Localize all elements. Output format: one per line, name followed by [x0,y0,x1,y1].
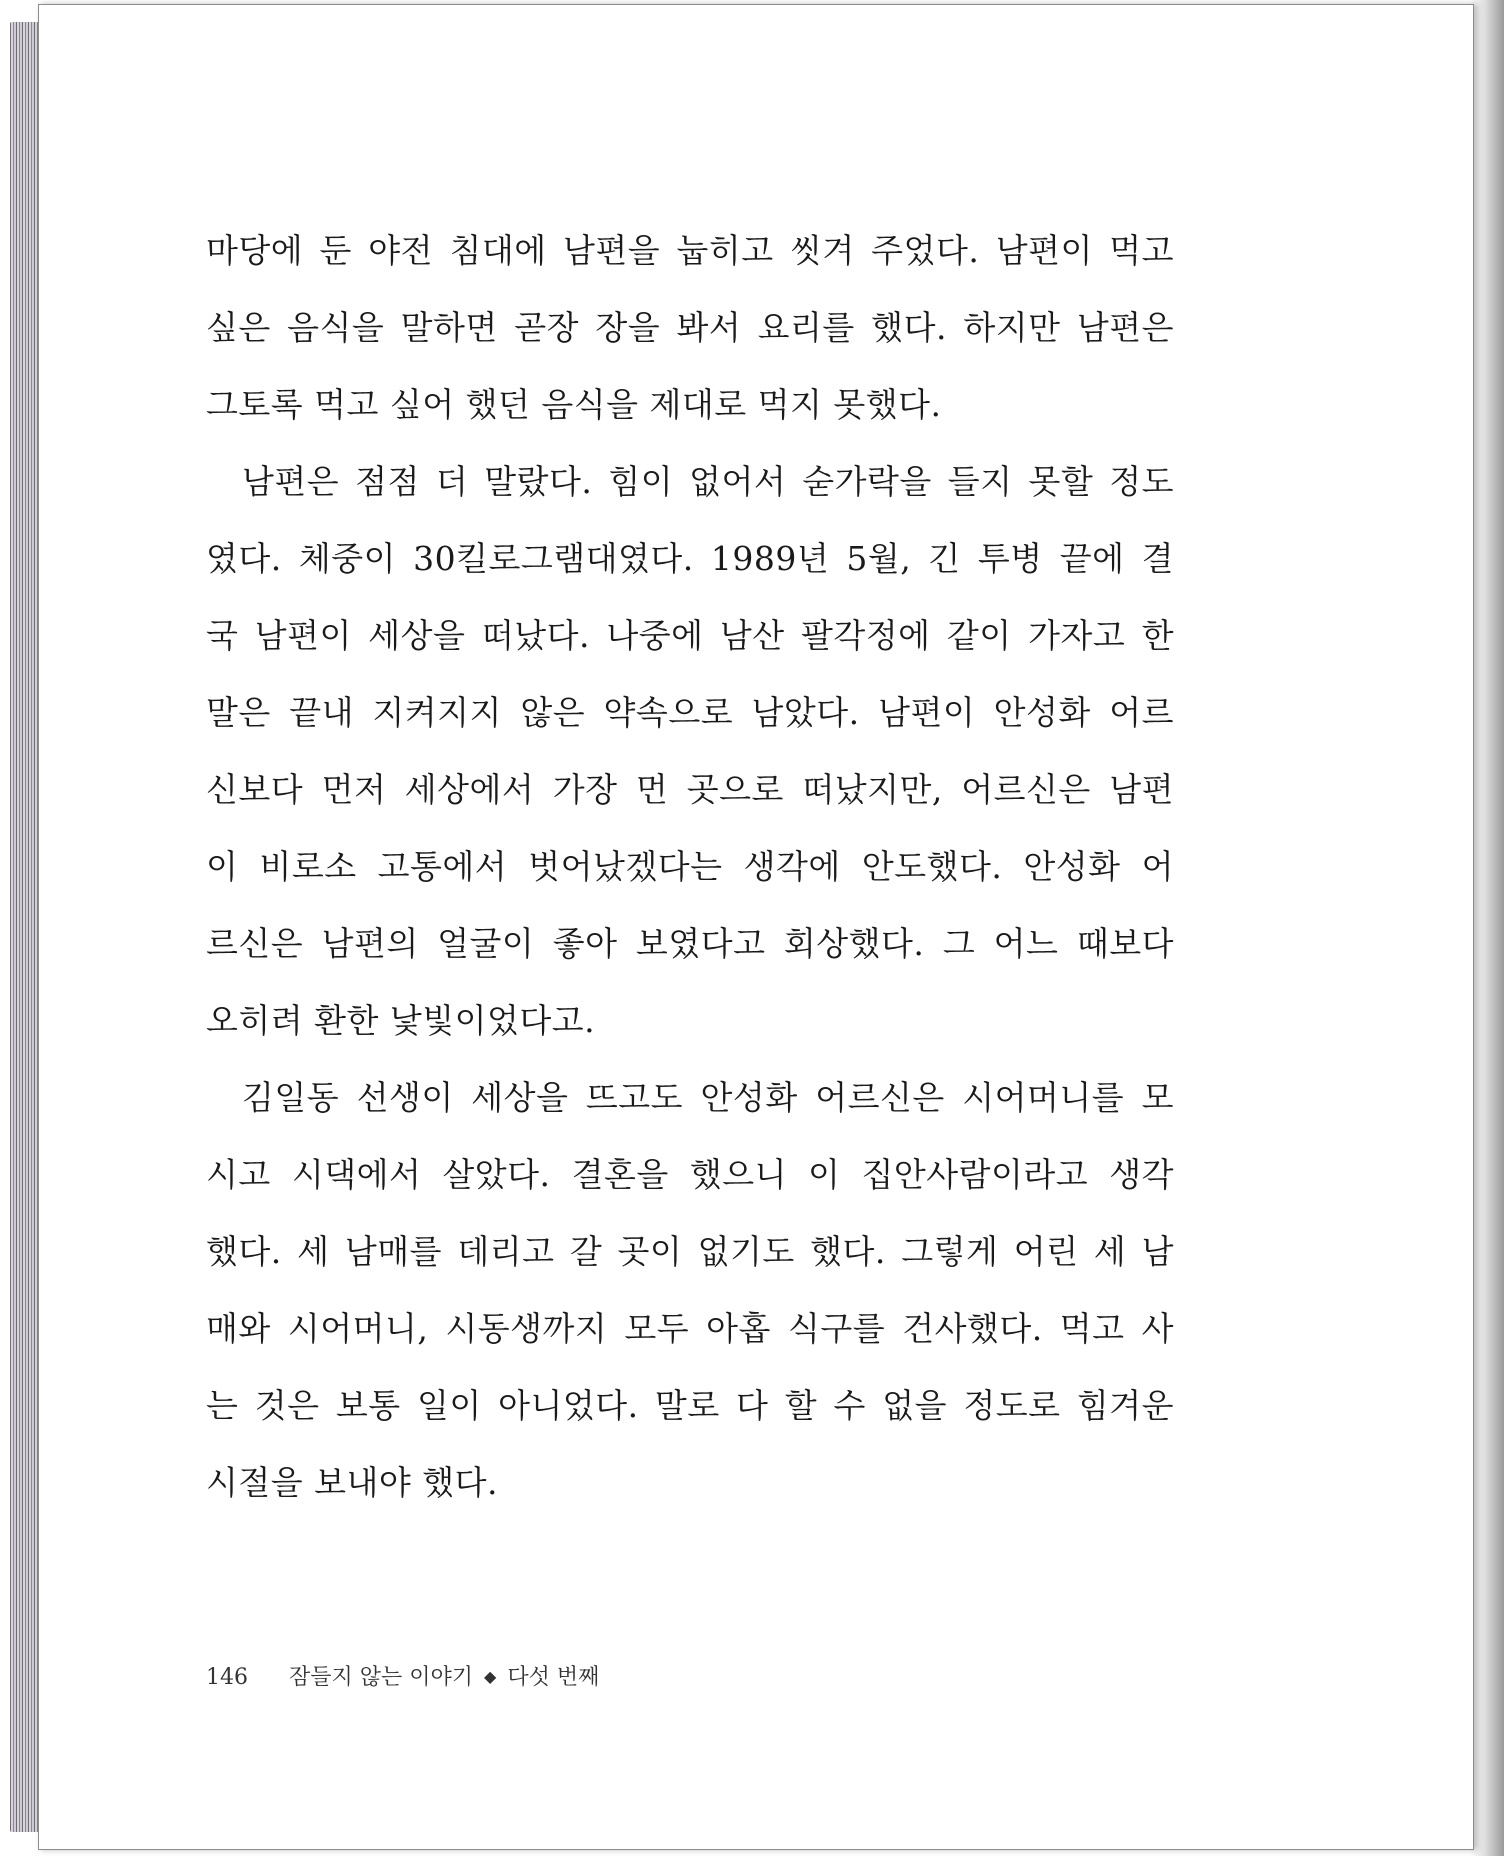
text-line: 남편은 점점 더 말랐다. 힘이 없어서 숟가락을 들지 못할 정도 [242,462,1174,501]
page-shadow [1470,0,1504,1856]
text-line: 마당에 둔 야전 침대에 남편을 눕히고 씻겨 주었다. 남편이 먹고 [206,231,1174,270]
text-line: 싶은 음식을 말하면 곧장 장을 봐서 요리를 했다. 하지만 남편은 [206,308,1174,347]
body-text [206,212,1174,1521]
text-line: 국 남편이 세상을 떠났다. 나중에 남산 팔각정에 같이 가자고 한 [206,616,1174,655]
text-line: 말은 끝내 지켜지지 않은 약속으로 남았다. 남편이 안성화 어르 [206,693,1174,732]
text-line: 그토록 먹고 싶어 했던 음식을 제대로 먹지 못했다. [206,385,942,424]
running-footer [206,1660,599,1691]
diamond-separator-icon: ◆ [484,1667,497,1686]
text-line: 했다. 세 남매를 데리고 갈 곳이 없기도 했다. 그렇게 어린 세 남 [206,1232,1174,1271]
text-line: 오히려 환한 낯빛이었다고. [206,1001,596,1040]
text-line: 이 비로소 고통에서 벗어났겠다는 생각에 안도했다. 안성화 어 [206,847,1174,886]
text-line: 르신은 남편의 얼굴이 좋아 보였다고 회상했다. 그 어느 때보다 [206,924,1174,963]
text-line: 는 것은 보통 일이 아니었다. 말로 다 할 수 없을 정도로 힘겨운 [206,1386,1174,1425]
book-title: 잠들지 않는 이야기 [289,1665,474,1690]
text-line: 시절을 보내야 했다. [206,1463,498,1502]
text-line: 김일동 선생이 세상을 뜨고도 안성화 어르신은 시어머니를 모 [242,1078,1174,1117]
text-line: 시고 시댁에서 살았다. 결혼을 했으니 이 집안사람이라고 생각 [206,1155,1174,1194]
text-line: 매와 시어머니, 시동생까지 모두 아홉 식구를 건사했다. 먹고 사 [206,1309,1174,1348]
page-number: 146 [206,1665,248,1690]
volume-label: 다섯 번째 [507,1665,600,1690]
text-line: 신보다 먼저 세상에서 가장 먼 곳으로 떠났지만, 어르신은 남편 [206,770,1174,809]
text-line: 였다. 체중이 30킬로그램대였다. 1989년 5월, 긴 투병 끝에 결 [206,539,1174,578]
